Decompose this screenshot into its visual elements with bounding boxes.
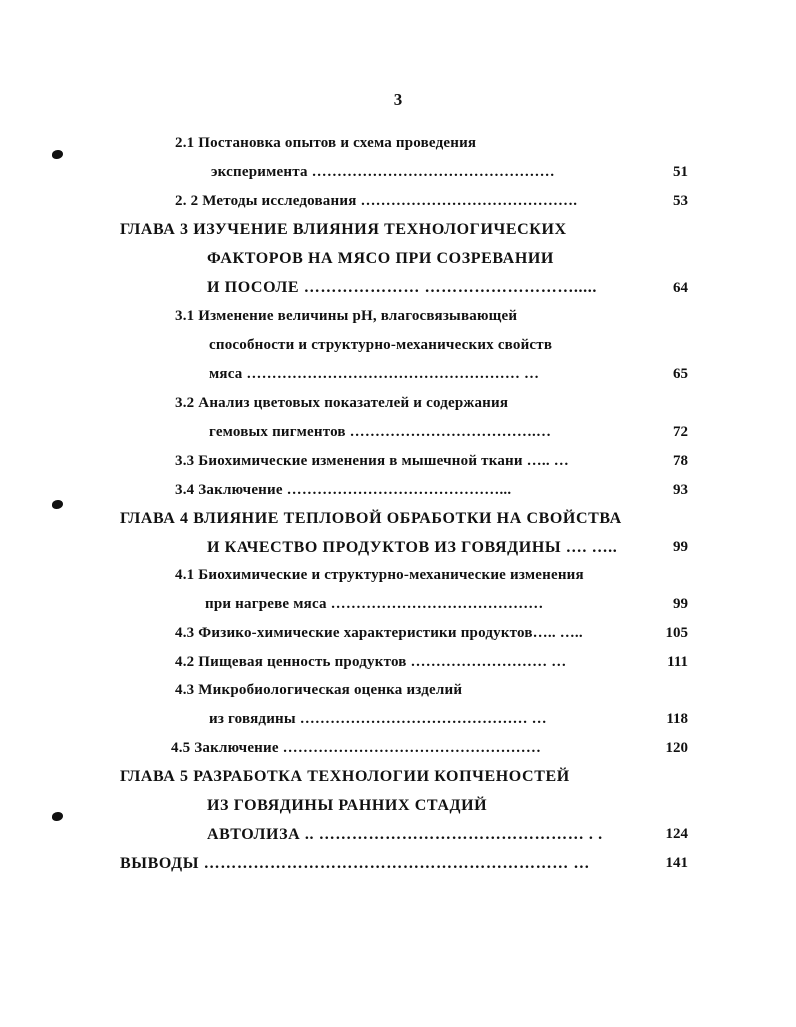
toc-line-4-3a: 4.3 Физико-химические характеристики продуктов….. …..	[175, 625, 583, 641]
toc-page: 141	[665, 855, 688, 871]
toc-conclusions: ВЫВОДЫ ………………………………………………………… …	[120, 855, 591, 872]
toc-line-4-5: 4.5 Заключение ……………………………………………	[171, 740, 542, 756]
toc-chapter-5-end: АВТОЛИЗА .. ………………………………………… . .	[207, 826, 603, 843]
ink-blot	[52, 812, 63, 821]
toc-chapter-5-cont: ИЗ ГОВЯДИНЫ РАННИХ СТАДИЙ	[207, 797, 488, 814]
toc-page: 105	[665, 625, 688, 641]
toc-line-4-3b-end: из говядины ……………………………………… …	[209, 711, 547, 727]
toc-line-4-2: 4.2 Пищевая ценность продуктов ……………………… …	[175, 654, 567, 670]
toc-page: 120	[665, 740, 688, 756]
toc-page: 53	[673, 193, 688, 209]
toc-chapter-4-end: И КАЧЕСТВО ПРОДУКТОВ ИЗ ГОВЯДИНЫ …. …..	[207, 539, 618, 556]
toc-line-3-2: 3.2 Анализ цветовых показателей и содержания	[175, 395, 509, 411]
toc-line-3-1-cont: способности и структурно-механических свойств	[209, 337, 553, 353]
toc-page: 51	[673, 164, 688, 180]
toc-page: 64	[673, 280, 688, 296]
toc-page: 93	[673, 482, 688, 498]
toc-page: 124	[665, 826, 688, 842]
ink-blot	[52, 500, 63, 509]
toc-page: 99	[673, 596, 688, 612]
toc-chapter-3-end: И ПОСОЛЕ ………………… ……………………….....	[207, 279, 597, 296]
toc-line-4-3b: 4.3 Микробиологическая оценка изделий	[175, 682, 463, 698]
toc-page: 99	[673, 539, 688, 555]
toc-line-2-2: 2. 2 Методы исследования …………………………………….	[175, 193, 578, 209]
toc-chapter-4: ГЛАВА 4 ВЛИЯНИЕ ТЕПЛОВОЙ ОБРАБОТКИ НА СВОЙСТВА	[120, 510, 622, 527]
page-number: 3	[393, 90, 403, 109]
toc-page: 65	[673, 366, 688, 382]
toc-page: 78	[673, 453, 688, 469]
toc-chapter-3-cont: ФАКТОРОВ НА МЯСО ПРИ СОЗРЕВАНИИ	[207, 250, 554, 267]
toc-line-3-2-end: гемовых пигментов ……………………………….…	[209, 424, 552, 440]
toc-page: 111	[667, 654, 688, 670]
toc-line-2-1: 2.1 Постановка опытов и схема проведения	[175, 135, 477, 151]
toc-line-4-1: 4.1 Биохимические и структурно-механические изменения	[175, 567, 584, 583]
toc-line-3-3: 3.3 Биохимические изменения в мышечной ткани ….. …	[175, 453, 569, 469]
toc-line-3-1: 3.1 Изменение величины pH, влагосвязывающей	[175, 308, 518, 324]
toc-line-3-4: 3.4 Заключение ……………………………………...	[175, 482, 512, 498]
toc-chapter-5: ГЛАВА 5 РАЗРАБОТКА ТЕХНОЛОГИИ КОПЧЕНОСТЕЙ	[120, 768, 570, 785]
toc-line-experiment: эксперимента …………………………………………	[211, 164, 555, 180]
toc-line-3-1-end: мяса ……………………………………………… …	[209, 366, 540, 382]
toc-chapter-3: ГЛАВА 3 ИЗУЧЕНИЕ ВЛИЯНИЯ ТЕХНОЛОГИЧЕСКИХ	[120, 221, 567, 238]
toc-page: 72	[673, 424, 688, 440]
toc-line-4-1-end: при нагреве мяса ……………………………………	[205, 596, 544, 612]
ink-blot	[52, 150, 63, 159]
toc-page: 118	[666, 711, 688, 727]
